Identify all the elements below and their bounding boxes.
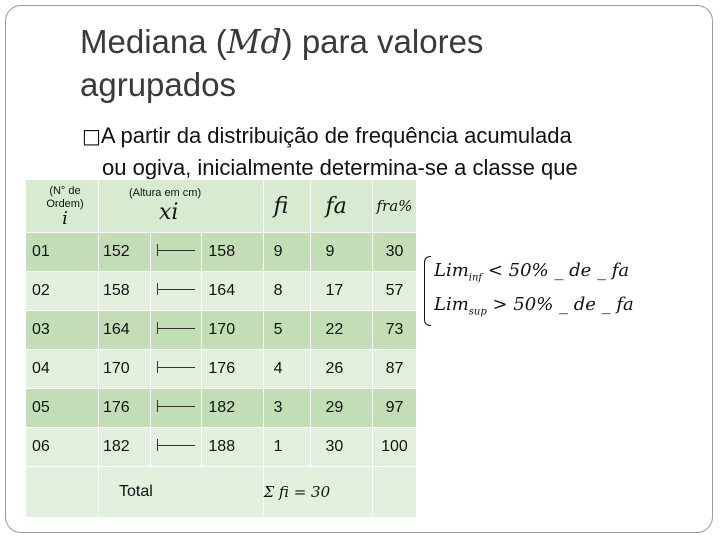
cell-fa: 17: [311, 272, 372, 311]
formula-rest-1: < 50% _ de _ fa: [482, 260, 630, 281]
cell-order: 01: [26, 233, 99, 272]
table-row: [26, 350, 417, 389]
interval-mark-icon: [151, 428, 202, 467]
cell-order: 04: [26, 350, 99, 389]
cell-lower: 164: [98, 311, 150, 350]
header-order-symbol: i: [62, 208, 68, 229]
cell-fra: 97: [372, 389, 416, 428]
cell-lower: 158: [98, 272, 150, 311]
table-header-row: [26, 180, 417, 233]
cell-upper: 170: [202, 311, 263, 350]
total-empty-cell: [372, 467, 416, 518]
cell-fra: 57: [372, 272, 416, 311]
cell-upper: 188: [202, 428, 263, 467]
table-row: [26, 233, 417, 272]
bullet-square-icon: □: [82, 124, 101, 148]
brace-icon: [424, 256, 431, 326]
table-total-row: [26, 467, 417, 518]
cell-order: 06: [26, 428, 99, 467]
header-class-cell: [98, 180, 263, 233]
title-text-after: ) para valores agrupados: [80, 23, 484, 103]
total-label-cell: [98, 467, 263, 518]
cell-fi: 4: [263, 350, 311, 389]
cell-fa: 9: [311, 233, 372, 272]
cell-upper: 182: [202, 389, 263, 428]
cell-fi: 3: [263, 389, 311, 428]
cell-order: 02: [26, 272, 99, 311]
cell-upper: 176: [202, 350, 263, 389]
header-order-label: (N° de Ordem): [46, 185, 84, 210]
table-row: [26, 428, 417, 467]
interval-mark-icon: [151, 233, 202, 272]
formula-rest-2: > 50% _ de _ fa: [486, 294, 634, 315]
header-fra-symbol: fra%: [376, 196, 413, 215]
slide-title: [80, 20, 640, 106]
cell-order: 03: [26, 311, 99, 350]
total-formula-cell: [263, 467, 372, 518]
header-height-label: (Altura em cm): [128, 187, 202, 199]
cell-fra: 73: [372, 311, 416, 350]
cell-upper: 158: [202, 233, 263, 272]
cell-fi: 9: [263, 233, 311, 272]
cell-fra: 30: [372, 233, 416, 272]
bullet-line-1: A partir da distribuição de frequência acumulada: [100, 123, 572, 148]
cell-lower: 170: [98, 350, 150, 389]
total-formula: Σ fi = 30: [263, 483, 331, 501]
cell-fa: 22: [311, 311, 372, 350]
interval-mark-icon: [151, 350, 202, 389]
formula-sub-sup: sup: [468, 306, 487, 318]
table-row: [26, 311, 417, 350]
formula-line-2: [434, 294, 634, 318]
interval-mark-icon: [151, 272, 202, 311]
header-fa-cell: [311, 180, 372, 233]
formula-line-1: [434, 260, 629, 284]
header-fa-symbol: fa: [325, 193, 347, 219]
bullet-paragraph: [82, 120, 682, 184]
frequency-table: [25, 179, 417, 518]
cell-order: 05: [26, 389, 99, 428]
total-label: Total: [118, 483, 153, 500]
interval-mark-icon: [151, 311, 202, 350]
header-fra-cell: [372, 180, 416, 233]
header-xi-symbol: xi: [158, 200, 179, 225]
interval-mark-icon: [151, 389, 202, 428]
cell-fra: 100: [372, 428, 416, 467]
cell-upper: 164: [202, 272, 263, 311]
cell-fra: 87: [372, 350, 416, 389]
title-text-before: Mediana (: [80, 23, 227, 60]
median-class-formula: [424, 256, 634, 328]
total-empty-cell: [26, 467, 99, 518]
header-order-cell: [26, 180, 99, 233]
table-row: [26, 389, 417, 428]
cell-fi: 1: [263, 428, 311, 467]
header-fi-cell: [263, 180, 311, 233]
cell-lower: 152: [98, 233, 150, 272]
cell-lower: 176: [98, 389, 150, 428]
header-fi-symbol: fi: [273, 193, 289, 219]
formula-lim-1: Lim: [434, 260, 469, 281]
cell-fa: 30: [311, 428, 372, 467]
cell-fi: 8: [263, 272, 311, 311]
cell-fi: 5: [263, 311, 311, 350]
cell-fa: 26: [311, 350, 372, 389]
title-median-symbol: Md: [226, 22, 282, 61]
bullet-line-2: ou ogiva, inicialmente determina-se a classe que: [102, 155, 578, 180]
cell-lower: 182: [98, 428, 150, 467]
cell-fa: 29: [311, 389, 372, 428]
formula-lim-2: Lim: [434, 294, 469, 315]
table-row: [26, 272, 417, 311]
formula-sub-inf: inf: [468, 272, 483, 284]
